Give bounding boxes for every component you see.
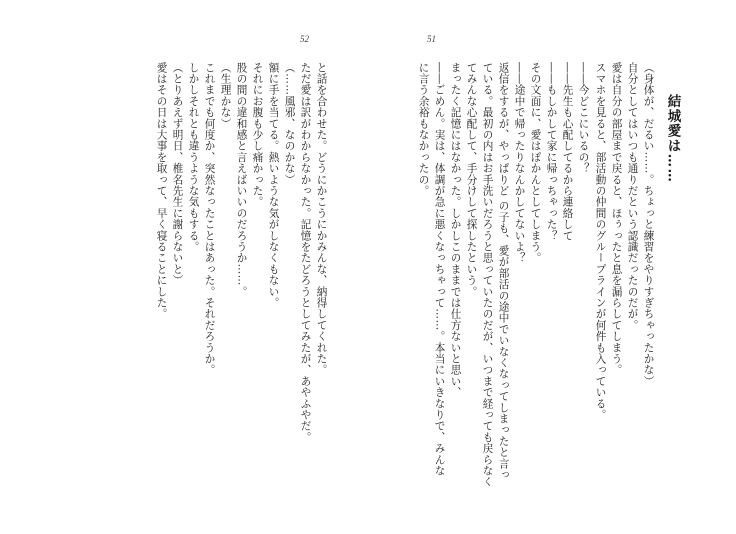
text-line: ――途中で帰ったりなんかしてないよ？ — [513, 62, 526, 264]
text-line: スマホを見ると、部活動の仲間のグループラインが何件も入っている。 — [594, 62, 607, 421]
text-line: ている。最初の内はお手洗いだろうと思っていたのだが、いつまで経っても戻らなく — [481, 62, 494, 488]
text-line: に言う余裕もなかったの。 — [417, 62, 430, 197]
text-line: ――ごめん。実は、体調が急に悪くなっちゃって……。本当にいきなりで、みんな — [433, 62, 446, 477]
text-line: （生理かな） — [219, 62, 232, 130]
text-line: 股の間の違和感と言えばいいのだろうか……。 — [235, 62, 248, 298]
text-line: （とりあえず明日、椎名先生に謝らないと） — [171, 62, 184, 286]
text-line: てみんな心配して、手分けして探したという。 — [465, 62, 478, 298]
text-line: ――今どこにいるの？ — [577, 62, 590, 174]
text-line: （身体が、だるい……。ちょっと練習をやりすぎちゃったかな） — [642, 62, 655, 387]
text-line: ただ愛は訳がわからなかった。記憶をたどろうとしてみたが、あやふやだ。 — [299, 62, 312, 443]
text-line: 返信をするが、やっぱりど の子も、愛が部活の途中でいなくなってしまったと言っ — [497, 62, 510, 481]
text-line: ――もしかして家に帰っちゃった？ — [545, 62, 558, 242]
text-line: 愛は自分の部屋まで戻ると、ほぅったと息を漏らしてしまう。 — [610, 62, 623, 376]
page-number-right: 51 — [427, 34, 436, 44]
chapter-heading: 結城愛は…… — [664, 94, 681, 184]
text-line: 自分としてはいつも通りだという認識だったのだが。 — [626, 62, 639, 331]
text-line: まったく記憶にはなかった。しかしこのままでは仕方ないと思い、 — [449, 62, 462, 398]
text-line: これまでも何度か、突然なったことはあった。それだろうか。 — [203, 62, 216, 376]
page-number-left: 52 — [300, 34, 309, 44]
text-line: ――先生も心配してるから連絡して — [561, 62, 574, 242]
text-line: 愛はその日は大事を取って、早く寝ることにした。 — [155, 62, 168, 320]
text-line: と話を合わせた。どうにかこうにかみんな、納得してくれた。 — [315, 62, 328, 376]
text-line: しかしそれとも違うような気もする。 — [187, 62, 200, 253]
text-line: それにお腹も少し痛かった。 — [251, 62, 264, 208]
text-line: その文面に、愛はぽかんとしてしまう。 — [529, 62, 542, 264]
text-line: （……風邪、なのかな） — [283, 62, 296, 186]
text-line: 額に手を当てる。熱いような気がしなくもない。 — [267, 62, 280, 309]
